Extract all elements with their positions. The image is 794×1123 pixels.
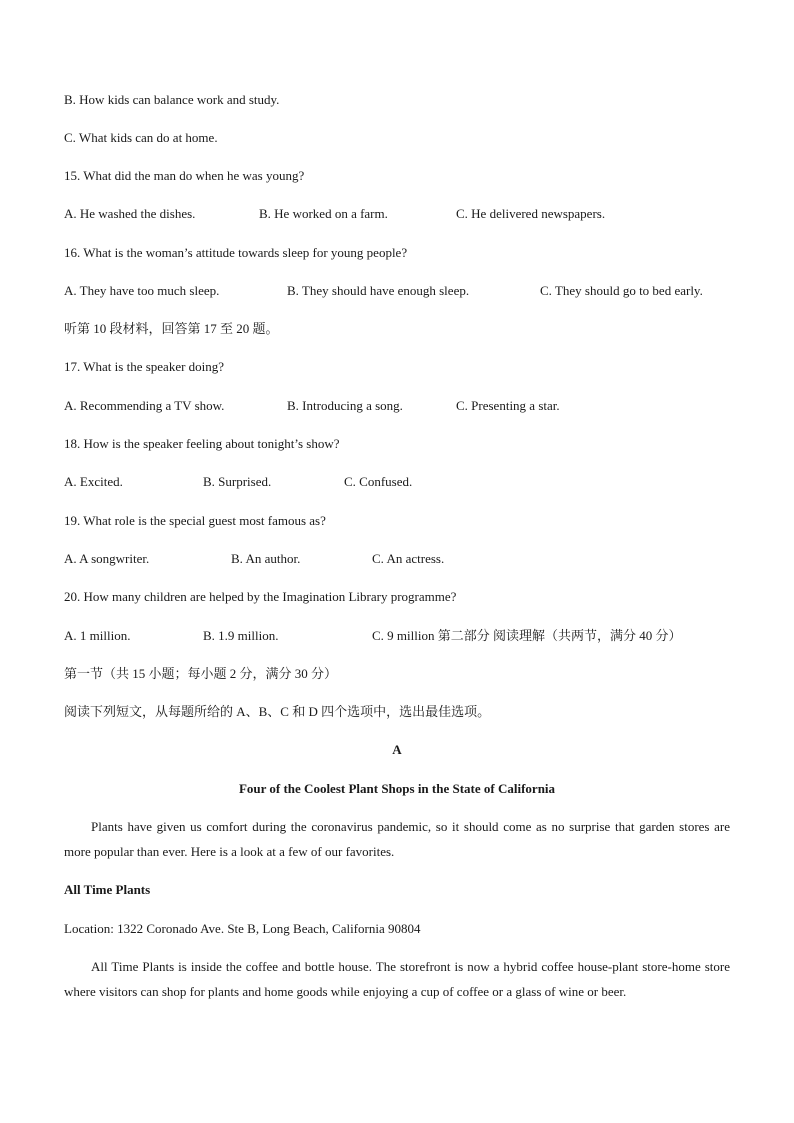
question-15-option-c: C. He delivered newspapers. (456, 206, 606, 221)
passage-intro-paragraph: Plants have given us comfort during the coronavirus pandemic, so it should come as no surprise that garden stores are more popular than ever. Here is a look at a few of our favorites. (64, 819, 730, 859)
question-19-option-b: B. An author. (231, 551, 301, 566)
question-18-option-b: B. Surprised. (203, 474, 272, 489)
question-16-option-c: C. They should go to bed early. (540, 283, 703, 298)
question-20-option-c: C. 9 million 第二部分 阅读理解（共两节，满分 40 分） (372, 628, 682, 643)
shop-1-location: Location: 1322 Coronado Ave. Ste B, Long Beach, California 90804 (64, 921, 421, 936)
passage-title: Four of the Coolest Plant Shops in the State of California (238, 781, 556, 796)
question-17-option-b: B. Introducing a song. (287, 398, 403, 413)
question-17-option-a: A. Recommending a TV show. (64, 398, 225, 413)
question-19-option-a: A. A songwriter. (64, 551, 150, 566)
question-19-option-c: C. An actress. (372, 551, 445, 566)
question-17: 17. What is the speaker doing? (64, 359, 225, 374)
question-15: 15. What did the man do when he was young? (64, 168, 305, 183)
question-20-option-b: B. 1.9 million. (203, 628, 279, 643)
question-16-option-b: B. They should have enough sleep. (287, 283, 470, 298)
question-20-option-a: A. 1 million. (64, 628, 131, 643)
question-16: 16. What is the woman’s attitude towards sleep for young people? (64, 245, 408, 260)
question-18-option-c: C. Confused. (344, 474, 413, 489)
question-14-option-c: C. What kids can do at home. (64, 130, 218, 145)
section-10-heading: 听第 10 段材料，回答第 17 至 20 题。 (64, 321, 279, 336)
question-20: 20. How many children are helped by the Imagination Library programme? (64, 589, 457, 604)
question-15-option-a: A. He washed the dishes. (64, 206, 196, 221)
part-1-heading: 第一节（共 15 小题；每小题 2 分，满分 30 分） (64, 666, 338, 681)
question-14-option-b: B. How kids can balance work and study. (64, 92, 280, 107)
question-19: 19. What role is the special guest most famous as? (64, 513, 326, 528)
shop-1-name: All Time Plants (64, 882, 151, 897)
question-15-option-b: B. He worked on a farm. (259, 206, 388, 221)
reading-instruction: 阅读下列短文，从每题所给的 A、B、C 和 D 四个选项中，选出最佳选项。 (64, 704, 491, 719)
question-18-option-a: A. Excited. (64, 474, 123, 489)
question-16-option-a: A. They have too much sleep. (64, 283, 220, 298)
shop-1-description: All Time Plants is inside the coffee and bottle house. The storefront is now a hybrid coffee house-plant store-home store where visitors can shop for plants and home goods while enjoying a cup of coffee or a glass of wine or beer. (64, 959, 730, 999)
question-17-option-c: C. Presenting a star. (456, 398, 560, 413)
question-18: 18. How is the speaker feeling about tonight’s show? (64, 436, 340, 451)
passage-letter: A (392, 742, 402, 757)
